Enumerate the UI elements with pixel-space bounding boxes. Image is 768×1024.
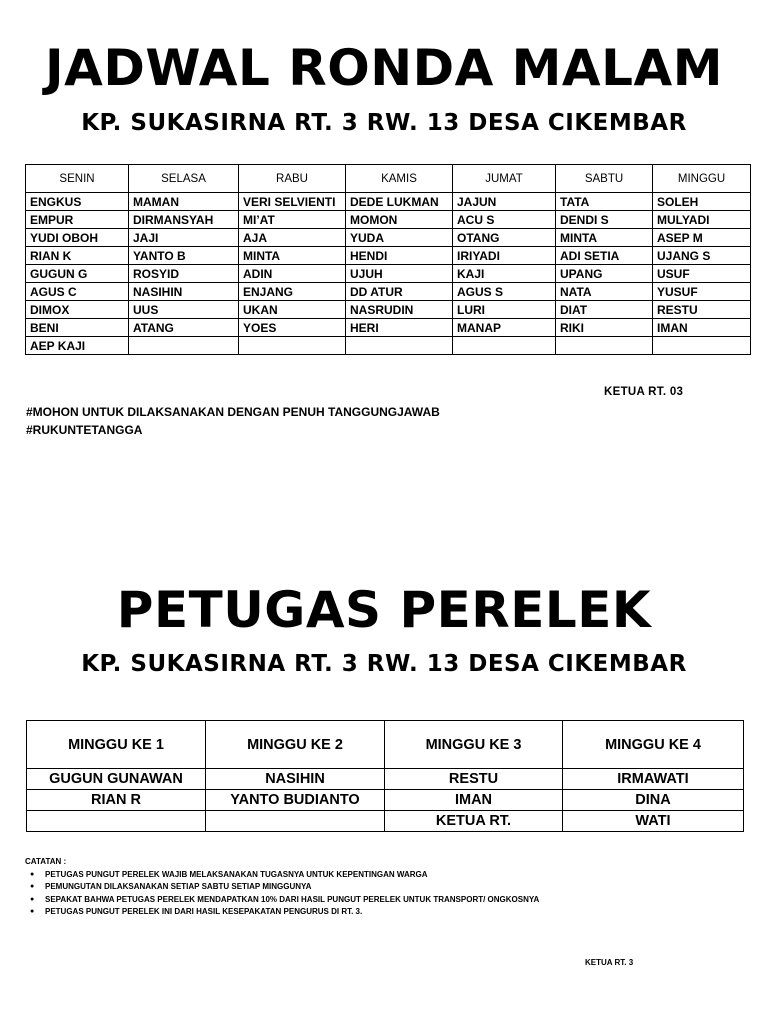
list-item: ● PETUGAS PUNGUT PERELEK WAJIB MELAKSANAKAN TUGASNYA UNTUK KEPENTINGAN WARGA (25, 869, 539, 881)
table-cell: MINTA (239, 247, 346, 265)
column-header: SABTU (556, 165, 653, 193)
ketua-signature: KETUA RT. 03 (604, 386, 684, 398)
table-cell (206, 811, 385, 832)
table-cell: SOLEH (653, 193, 751, 211)
table-cell: UJANG S (653, 247, 751, 265)
table-header-row (27, 721, 744, 769)
table-cell: IMAN (385, 790, 563, 811)
ketua-signature: KETUA RT. 3 (585, 958, 634, 967)
table-cell: HENDI (346, 247, 453, 265)
table-row (26, 301, 751, 319)
table-cell: BENI (26, 319, 129, 337)
table-cell: GUGUN G (26, 265, 129, 283)
table-cell: WATI (563, 811, 744, 832)
table-cell: MANAP (453, 319, 556, 337)
table-cell: UPANG (556, 265, 653, 283)
table-row (26, 193, 751, 211)
ronda-subtitle: KP. SUKASIRNA RT. 3 RW. 13 DESA CIKEMBAR (81, 110, 687, 136)
table-cell (346, 337, 453, 355)
table-row (27, 769, 744, 790)
table-cell (653, 337, 751, 355)
table-cell: HERI (346, 319, 453, 337)
perelek-title: PETUGAS PERELEK (116, 581, 652, 639)
table-row (26, 319, 751, 337)
table-cell (27, 811, 206, 832)
table-cell: YUDA (346, 229, 453, 247)
table-row (26, 229, 751, 247)
table-cell: NATA (556, 283, 653, 301)
table-cell: RIAN R (27, 790, 206, 811)
table-cell (129, 337, 239, 355)
table-cell: UJUH (346, 265, 453, 283)
table-row (26, 283, 751, 301)
table-cell: ADI SETIA (556, 247, 653, 265)
ronda-title: JADWAL RONDA MALAM (45, 39, 723, 97)
table-cell: RESTU (385, 769, 563, 790)
table-row (26, 247, 751, 265)
list-item: ● PEMUNGUTAN DILAKSANAKAN SETIAP SABTU SETIAP MINGGUNYA (25, 881, 539, 893)
table-cell: IRMAWATI (563, 769, 744, 790)
table-cell: DIMOX (26, 301, 129, 319)
column-header: MINGGU KE 2 (206, 721, 385, 769)
table-cell: ACU S (453, 211, 556, 229)
table-cell: USUF (653, 265, 751, 283)
list-item: ● SEPAKAT BAHWA PETUGAS PERELEK MENDAPATKAN 10% DARI HASIL PUNGUT PERELEK UNTUK TRANSPORT/ ONGKOSNYA (25, 894, 539, 906)
table-cell: EMPUR (26, 211, 129, 229)
notes-list (25, 869, 539, 919)
table-cell: RIKI (556, 319, 653, 337)
table-cell: ATANG (129, 319, 239, 337)
table-row (26, 337, 751, 355)
column-header: MINGGU (653, 165, 751, 193)
table-cell: IRIYADI (453, 247, 556, 265)
table-cell: KAJI (453, 265, 556, 283)
table-cell: MULYADI (653, 211, 751, 229)
table-cell: NASIHIN (206, 769, 385, 790)
table-row (26, 211, 751, 229)
table-cell: MOMON (346, 211, 453, 229)
column-header: SELASA (129, 165, 239, 193)
table-cell (453, 337, 556, 355)
table-cell: UUS (129, 301, 239, 319)
column-header: MINGGU KE 1 (27, 721, 206, 769)
table-cell: DENDI S (556, 211, 653, 229)
table-cell: AGUS C (26, 283, 129, 301)
table-cell: RESTU (653, 301, 751, 319)
table-cell: DIAT (556, 301, 653, 319)
perelek-subtitle: KP. SUKASIRNA RT. 3 RW. 13 DESA CIKEMBAR (81, 651, 687, 677)
column-header: JUMAT (453, 165, 556, 193)
table-cell: YANTO B (129, 247, 239, 265)
table-cell: AGUS S (453, 283, 556, 301)
table-cell: AEP KAJI (26, 337, 129, 355)
table-cell: LURI (453, 301, 556, 319)
table-cell: GUGUN GUNAWAN (27, 769, 206, 790)
table-cell: ENGKUS (26, 193, 129, 211)
table-cell: KETUA RT. (385, 811, 563, 832)
table-cell: NASRUDIN (346, 301, 453, 319)
column-header: KAMIS (346, 165, 453, 193)
note-responsibility: #MOHON UNTUK DILAKSANAKAN DENGAN PENUH TANGGUNGJAWAB (26, 405, 440, 419)
table-cell (556, 337, 653, 355)
table-cell: MI’AT (239, 211, 346, 229)
table-cell: MAMAN (129, 193, 239, 211)
table-cell: YANTO BUDIANTO (206, 790, 385, 811)
table-cell: NASIHIN (129, 283, 239, 301)
table-cell: VERI SELVIENTI (239, 193, 346, 211)
table-cell: ADIN (239, 265, 346, 283)
table-cell: JAJI (129, 229, 239, 247)
table-cell: TATA (556, 193, 653, 211)
notes-label: CATATAN : (25, 857, 67, 866)
table-cell: ENJANG (239, 283, 346, 301)
table-cell: AJA (239, 229, 346, 247)
column-header: MINGGU KE 3 (385, 721, 563, 769)
table-cell: UKAN (239, 301, 346, 319)
table-cell: YUDI OBOH (26, 229, 129, 247)
list-item: ● PETUGAS PUNGUT PERELEK INI DARI HASIL KESEPAKATAN PENGURUS DI RT. 3. (25, 906, 539, 918)
table-row (26, 265, 751, 283)
table-cell: YOES (239, 319, 346, 337)
table-cell: ROSYID (129, 265, 239, 283)
column-header: SENIN (26, 165, 129, 193)
table-cell: DD ATUR (346, 283, 453, 301)
table-cell: RIAN K (26, 247, 129, 265)
table-cell: DIRMANSYAH (129, 211, 239, 229)
table-row (27, 790, 744, 811)
table-cell: DEDE LUKMAN (346, 193, 453, 211)
table-cell: ASEP M (653, 229, 751, 247)
table-cell: OTANG (453, 229, 556, 247)
table-header-row (26, 165, 751, 193)
perelek-table (26, 720, 744, 832)
column-header: MINGGU KE 4 (563, 721, 744, 769)
table-cell: IMAN (653, 319, 751, 337)
table-row (27, 811, 744, 832)
table-cell: JAJUN (453, 193, 556, 211)
table-cell: YUSUF (653, 283, 751, 301)
table-cell (239, 337, 346, 355)
table-cell: DINA (563, 790, 744, 811)
table-cell: MINTA (556, 229, 653, 247)
note-hashtag: #RUKUNTETANGGA (26, 423, 143, 437)
ronda-schedule-table (25, 164, 751, 355)
column-header: RABU (239, 165, 346, 193)
